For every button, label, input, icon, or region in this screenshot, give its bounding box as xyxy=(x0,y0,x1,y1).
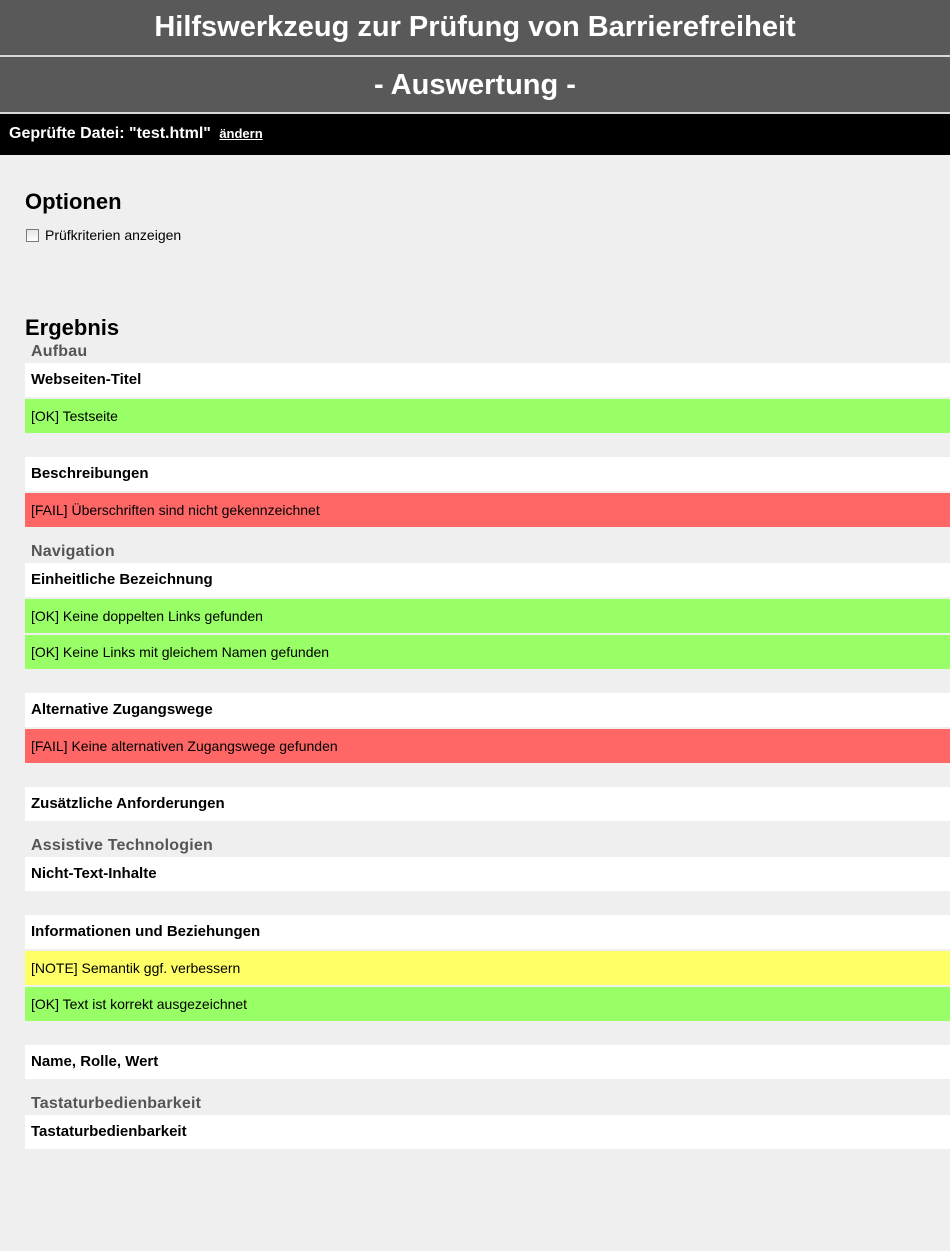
criterion-title: Alternative Zugangswege xyxy=(25,693,950,727)
category-heading: Assistive Technologien xyxy=(31,837,213,854)
result-list xyxy=(25,341,950,1149)
result-fail-row: [FAIL] Überschriften sind nicht gekennzeichnet xyxy=(25,493,950,527)
criterion-group xyxy=(25,787,950,821)
criterion-group xyxy=(25,457,950,527)
category-heading: Tastaturbedienbarkeit xyxy=(31,1095,202,1112)
result-ok-row: [OK] Keine doppelten Links gefunden xyxy=(25,599,950,633)
criterion-group xyxy=(25,693,950,763)
checked-file-label: Geprüfte Datei: "test.html" xyxy=(9,125,211,142)
criterion-group xyxy=(25,563,950,669)
show-criteria-label[interactable]: Prüfkriterien anzeigen xyxy=(45,227,182,243)
result-note-row: [NOTE] Semantik ggf. verbessern xyxy=(25,951,950,985)
criterion-group xyxy=(25,857,950,891)
show-criteria-checkbox[interactable] xyxy=(26,229,39,242)
criterion-group xyxy=(25,363,950,433)
result-ok-row: [OK] Keine Links mit gleichem Namen gefunden xyxy=(25,635,950,669)
show-criteria-option[interactable] xyxy=(25,226,950,244)
result-heading: Ergebnis xyxy=(25,315,120,340)
criterion-title: Nicht-Text-Inhalte xyxy=(25,857,950,891)
category-heading: Aufbau xyxy=(31,343,88,360)
checked-file-bar xyxy=(0,114,950,155)
criterion-title: Tastaturbedienbarkeit xyxy=(25,1115,950,1149)
main-content xyxy=(0,155,950,1149)
criterion-title: Informationen und Beziehungen xyxy=(25,915,950,949)
criterion-group xyxy=(25,915,950,1021)
change-file-link[interactable]: ändern xyxy=(219,126,263,141)
result-fail-row: [FAIL] Keine alternativen Zugangswege gefunden xyxy=(25,729,950,763)
page-subtitle: - Auswertung - xyxy=(0,57,950,114)
criterion-title: Zusätzliche Anforderungen xyxy=(25,787,950,821)
result-ok-row: [OK] Testseite xyxy=(25,399,950,433)
options-heading: Optionen xyxy=(25,189,122,214)
criterion-title: Beschreibungen xyxy=(25,457,950,491)
criterion-group xyxy=(25,1045,950,1079)
app-title: Hilfswerkzeug zur Prüfung von Barrierefreiheit xyxy=(0,0,950,57)
result-ok-row: [OK] Text ist korrekt ausgezeichnet xyxy=(25,987,950,1021)
criterion-title: Webseiten-Titel xyxy=(25,363,950,397)
criterion-title: Einheitliche Bezeichnung xyxy=(25,563,950,597)
criterion-group xyxy=(25,1115,950,1149)
category-heading: Navigation xyxy=(31,543,115,560)
criterion-title: Name, Rolle, Wert xyxy=(25,1045,950,1079)
